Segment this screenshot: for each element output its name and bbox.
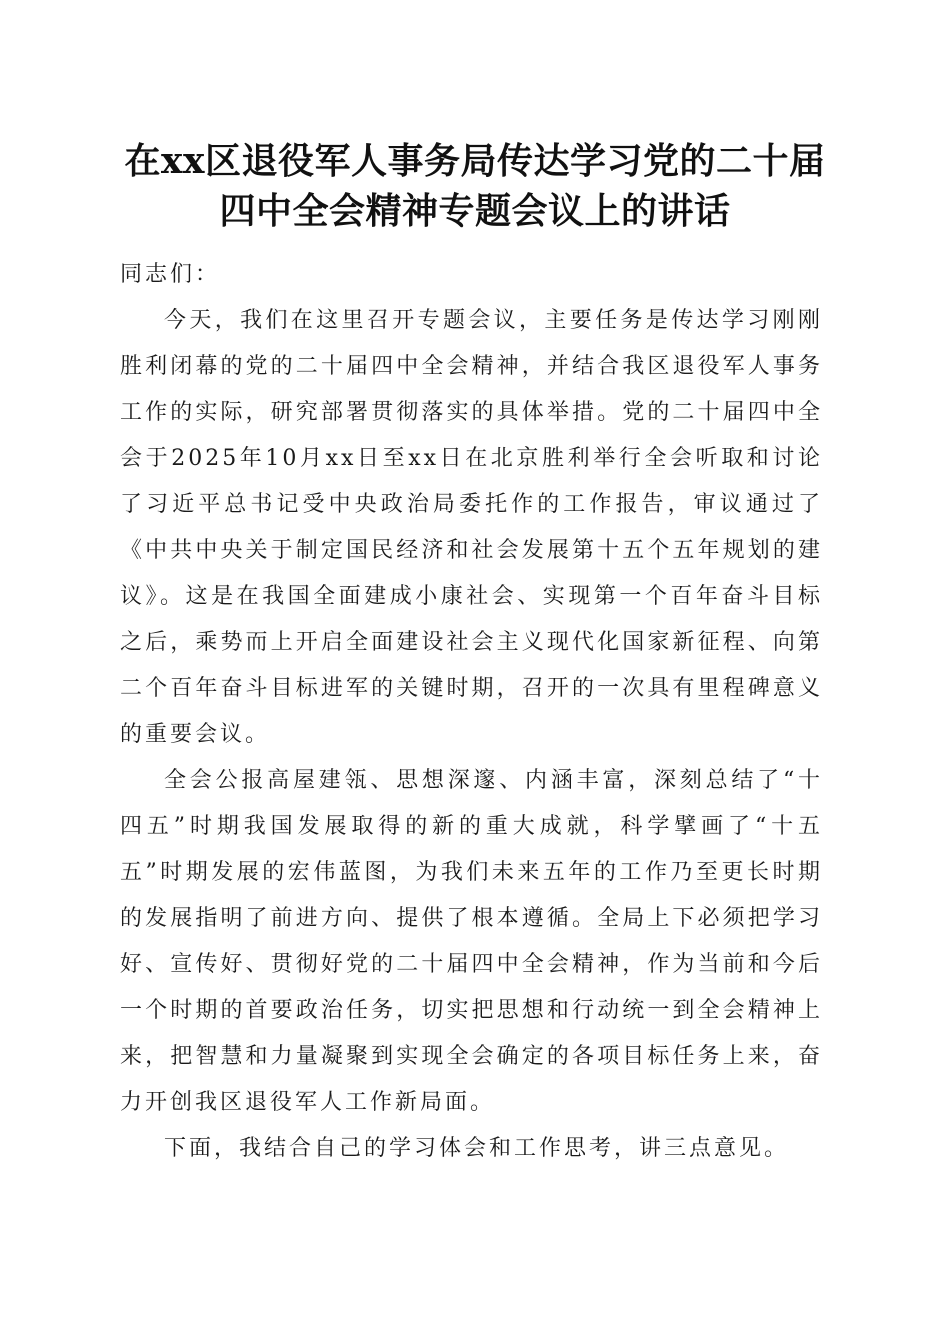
title-line-1: 在xx区退役军人事务局传达学习党的二十届 [124,140,826,182]
paragraph-1: 今天，我们在这里召开专题会议，主要任务是传达学习刚刚胜利闭幕的党的二十届四中全会精神，并结合我区退役军人事务工作的实际，研究部署贯彻落实的具体举措。党的二十届四中全会于2025年10月xx日至xx日在北京胜利举行全会听取和讨论了习近平总书记受中央政治局委托作的工作报告，审议通过了《中共中央关于制定国民经济和社会发展第十五个五年规划的建议》。这是在我国全面建成小康社会、实现第一个百年奋斗目标之后，乘势而上开启全面建设社会主义现代化国家新征程、向第二个百年奋斗目标进军的关键时期，召开的一次具有里程碑意义的重要会议。 [120,308,823,747]
paragraph-3: 下面，我结合自己的学习体会和工作思考，讲三点意见。 [164,1136,790,1161]
title-line-2: 四中全会精神专题会议上的讲话 [219,190,731,232]
paragraph-2: 全会公报高屋建瓴、思想深邃、内涵丰富，深刻总结了“十四五”时期我国发展取得的新的重大成就，科学擘画了“十五五”时期发展的宏伟蓝图，为我们未来五年的工作乃至更长时期的发展指明了前进方向、提供了根本遵循。全局上下必须把学习好、宣传好、贯彻好党的二十届四中全会精神，作为当前和今后一个时期的首要政治任务，切实把思想和行动统一到全会精神上来，把智慧和力量凝聚到实现全会确定的各项目标任务上来，奋力开创我区退役军人工作新局面。 [120,768,823,1115]
salutation: 同志们： [120,262,221,287]
document-title [110,136,840,236]
document-body [120,252,823,1172]
